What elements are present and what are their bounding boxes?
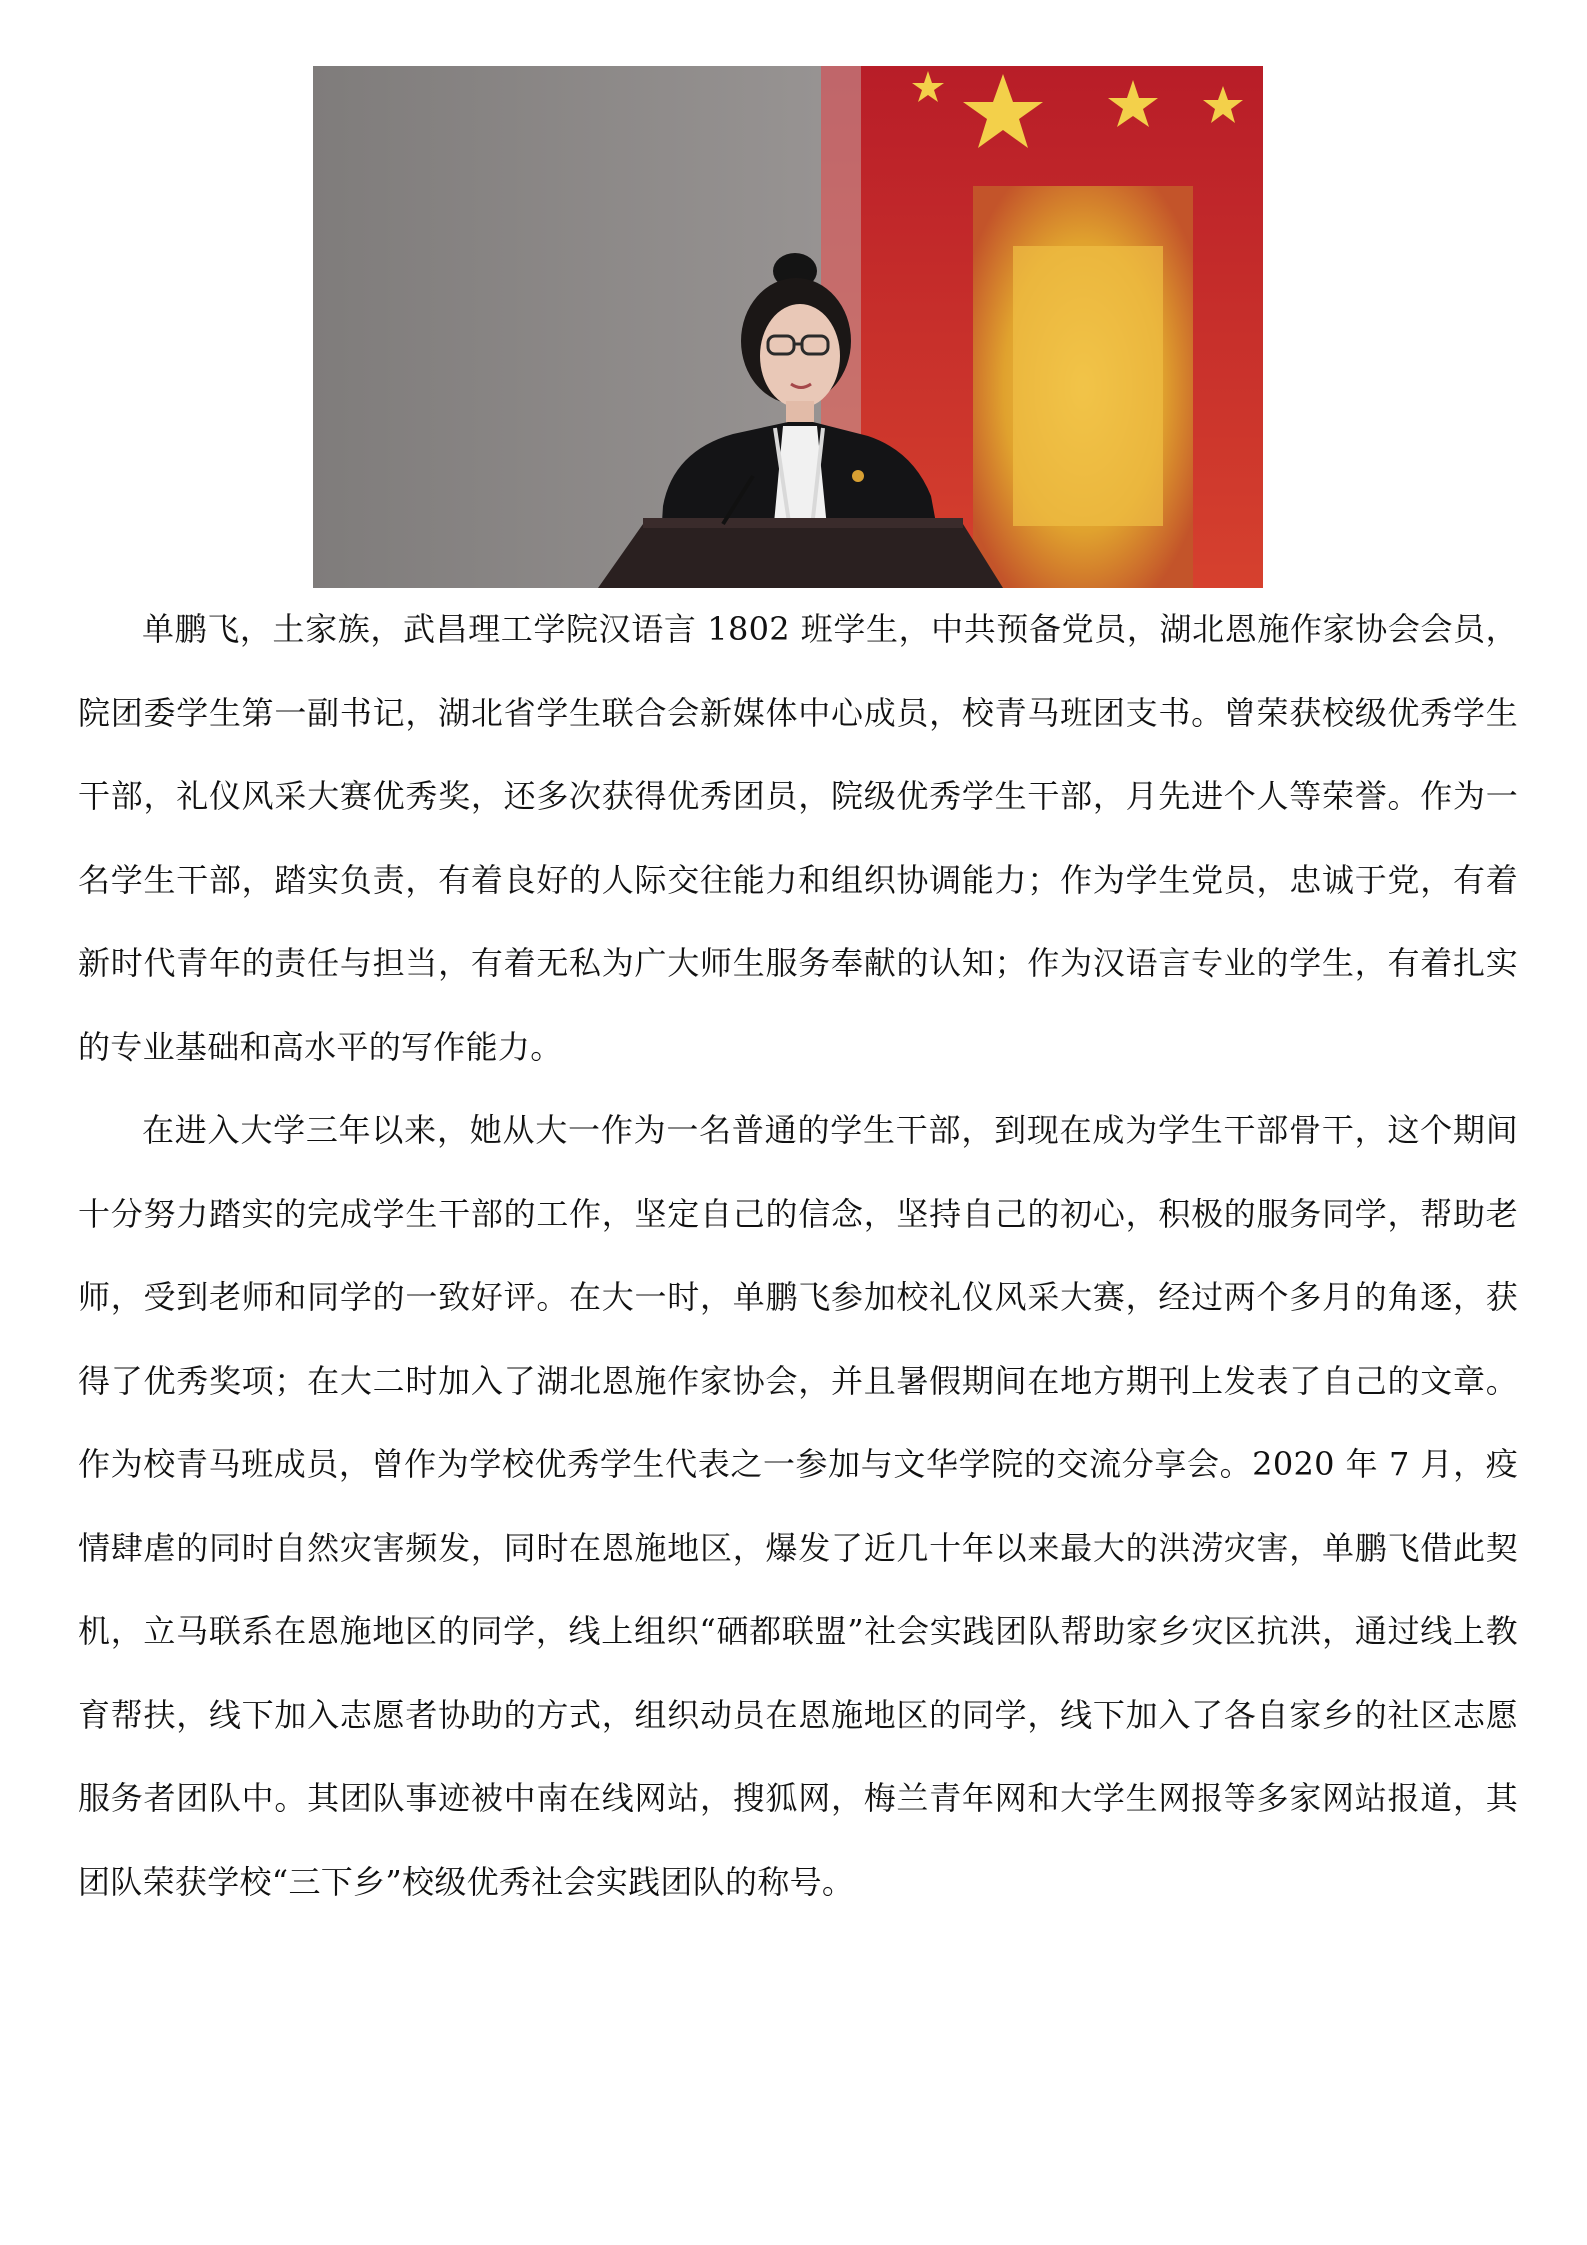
speaker-photo bbox=[313, 66, 1263, 588]
paragraph-1: 单鹏飞，土家族，武昌理工学院汉语言 1802 班学生，中共预备党员，湖北恩施作家协会会员，院团委学生第一副书记，湖北省学生联合会新媒体中心成员，校青马班团支书。曾荣获校级优秀学生干部，礼仪风采大赛优秀奖，还多次获得优秀团员，院级优秀学生干部，月先进个人等荣誉。作为一名学生干部，踏实负责，有着良好的人际交往能力和组织协调能力；作为学生党员，忠诚于党，有着新时代青年的责任与担当，有着无私为广大师生服务奉献的认知；作为汉语言专业的学生，有着扎实的专业基础和高水平的写作能力。 bbox=[78, 610, 1518, 1066]
photo-of-student-speaking-at-podium-icon bbox=[313, 66, 1263, 588]
paragraph-2: 在进入大学三年以来，她从大一作为一名普通的学生干部，到现在成为学生干部骨干，这个期间十分努力踏实的完成学生干部的工作，坚定自己的信念，坚持自己的初心，积极的服务同学，帮助老师，受到老师和同学的一致好评。在大一时，单鹏飞参加校礼仪风采大赛，经过两个多月的角逐，获得了优秀奖项；在大二时加入了湖北恩施作家协会，并且暑假期间在地方期刊上发表了自己的文章。作为校青马班成员，曾作为学校优秀学生代表之一参加与文华学院的交流分享会。2020 年 7 月，疫情肆虐的同时自然灾害频发，同时在恩施地区，爆发了近几十年以来最大的洪涝灾害，单鹏飞借此契机，立马联系在恩施地区的同学，线上组织“硒都联盟”社会实践团队帮助家乡灾区抗洪，通过线上教育帮扶，线下加入志愿者协助的方式，组织动员在恩施地区的同学，线下加入了各自家乡的社区志愿服务者团队中。其团队事迹被中南在线网站，搜狐网，梅兰青年网和大学生网报等多家网站报道，其团队荣获学校“三下乡”校级优秀社会实践团队的称号。 bbox=[78, 1111, 1518, 1901]
body-text bbox=[78, 588, 1518, 1924]
